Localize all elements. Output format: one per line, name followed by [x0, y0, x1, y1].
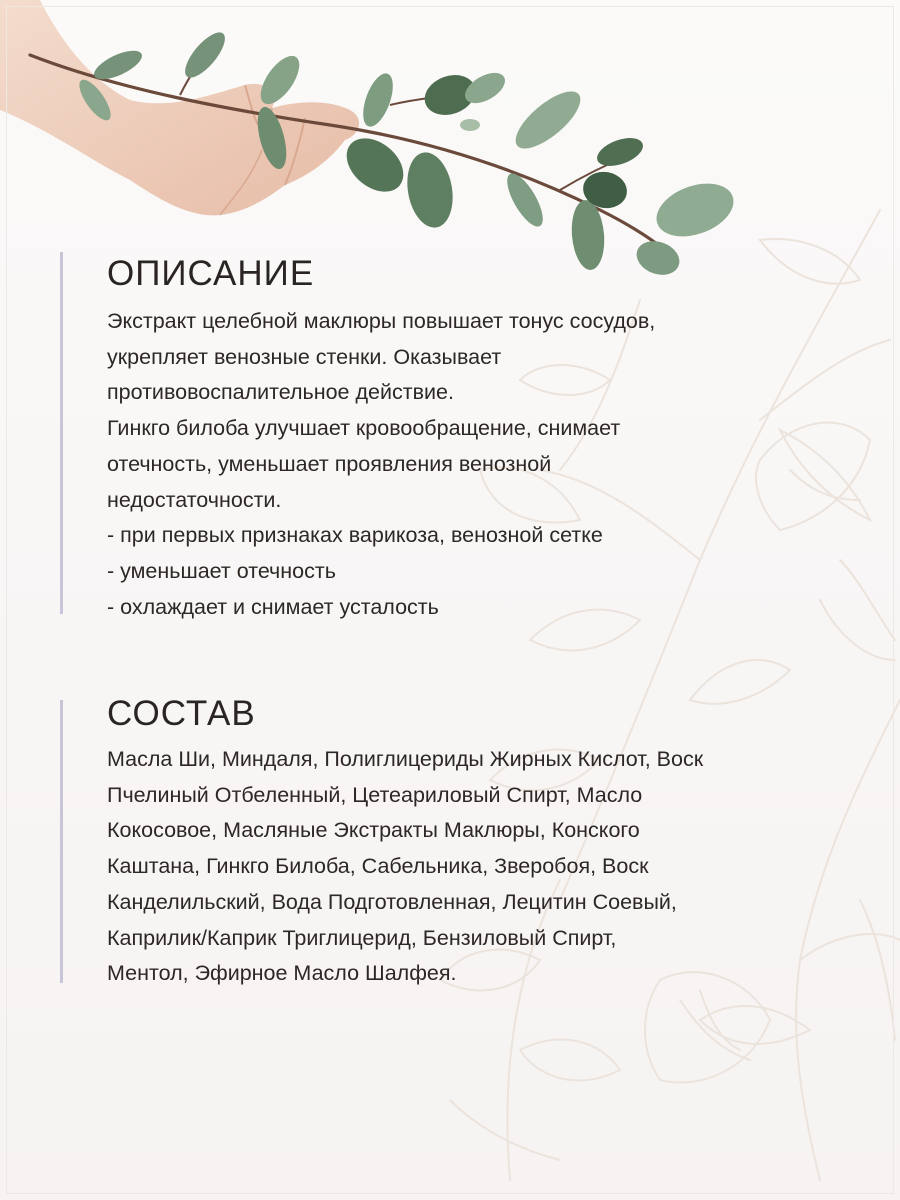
composition-line: Каприлик/Каприк Триглицерид, Бензиловый Спирт,	[107, 925, 617, 950]
composition-text	[107, 742, 703, 992]
description-line: - уменьшает отечность	[107, 558, 336, 583]
description-line: недостаточности.	[107, 487, 282, 512]
composition-title: СОСТАВ	[107, 694, 256, 733]
accent-bar	[60, 700, 63, 983]
description-line: - охлаждает и снимает усталость	[107, 594, 439, 619]
description-line: укрепляет венозные стенки. Оказывает	[107, 344, 502, 369]
composition-line: Канделильский, Вода Подготовленная, Лецитин Соевый,	[107, 889, 677, 914]
composition-line: Кокосовое, Масляные Экстракты Маклюры, Конского	[107, 818, 640, 843]
composition-line: Каштана, Гинкго Билоба, Сабельника, Зверобоя, Воск	[107, 854, 649, 879]
description-title: ОПИСАНИЕ	[107, 254, 315, 293]
description-line: - при первых признаках варикоза, венозной сетке	[107, 523, 603, 548]
composition-line: Пчелиный Отбеленный, Цетеариловый Спирт, Масло	[107, 782, 643, 807]
hand-illustration	[0, 0, 359, 215]
description-line: отечность, уменьшает проявления венозной	[107, 451, 552, 476]
description-line: Экстракт целебной маклюры повышает тонус сосудов,	[107, 309, 656, 333]
composition-line: Ментол, Эфирное Масло Шалфея.	[107, 961, 457, 986]
accent-bar	[60, 252, 63, 614]
description-line: Гинкго билоба улучшает кровообращение, снимает	[107, 416, 621, 441]
description-line: противовоспалительное действие.	[107, 380, 454, 405]
composition-line: Масла Ши, Миндаля, Полиглицериды Жирных Кислот, Воск	[107, 747, 704, 771]
description-text	[107, 304, 655, 625]
